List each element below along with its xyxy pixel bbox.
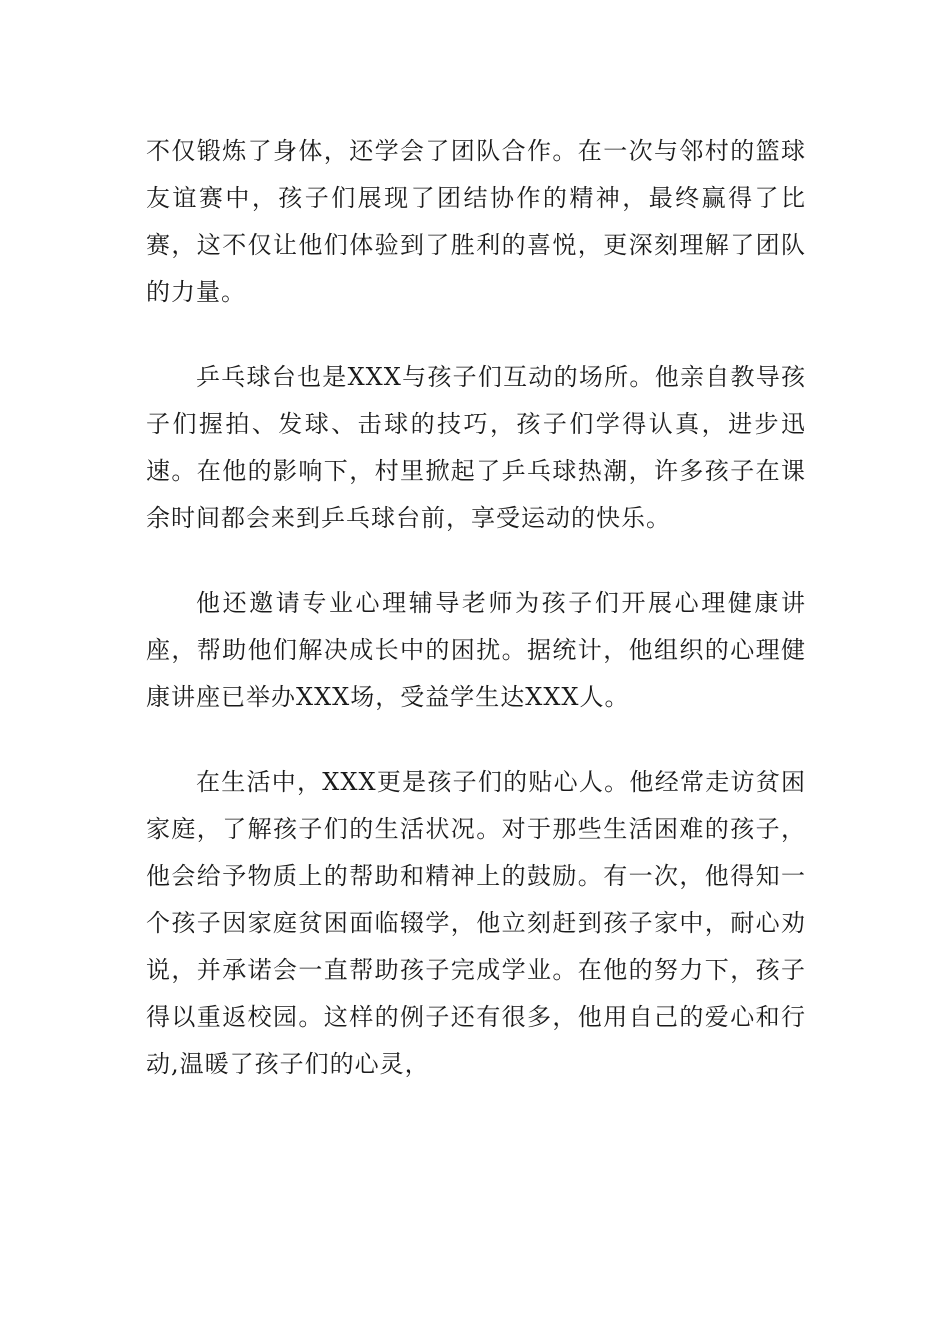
paragraph-3: 他还邀请专业心理辅导老师为孩子们开展心理健康讲座，帮助他们解决成长中的困扰。据统计，他组织的心理健康讲座已举办XXX场，受益学生达XXX人。 [146,589,806,711]
paragraph-4: 在生活中，XXX更是孩子们的贴心人。他经常走访贫困家庭，了解孩子们的生活状况。对于那些生活困难的孩子，他会给予物质上的帮助和精神上的鼓励。有一次，他得知一个孩子因家庭贫困面临辍学，他立刻赶到孩子家中，耐心劝说，并承诺会一直帮助孩子完成学业。在他的努力下，孩子得以重返校园。这样的例子还有很多，他用自己的爱心和行动,温暖了孩子们的心灵， [146,768,806,1078]
paragraph-gap [146,316,806,354]
document-body [146,128,806,1088]
paragraph-2: 乒乓球台也是XXX与孩子们互动的场所。他亲自教导孩子们握拍、发球、击球的技巧，孩子们学得认真，进步迅速。在他的影响下，村里掀起了乒乓球热潮，许多孩子在课余时间都会来到乒乓球台前，享受运动的快乐。 [146,363,806,532]
paragraph-1: 不仅锻炼了身体，还学会了团队合作。在一次与邻村的篮球友谊赛中，孩子们展现了团结协作的精神，最终赢得了比赛，这不仅让他们体验到了胜利的喜悦，更深刻理解了团队的力量。 [146,137,806,306]
paragraph-gap [146,721,806,759]
paragraph-gap [146,542,806,580]
